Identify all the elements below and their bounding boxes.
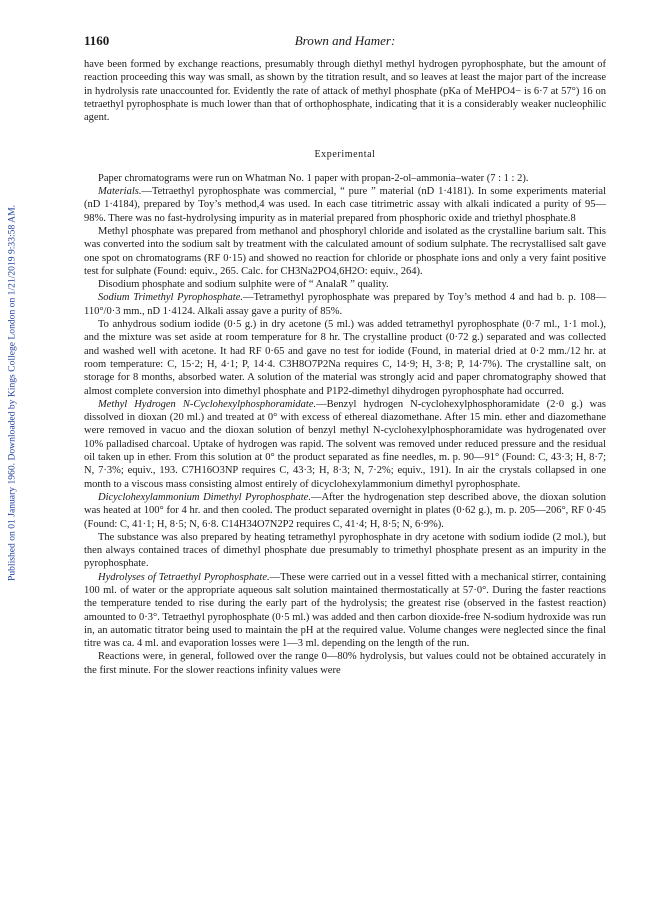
paragraph-text: Methyl phosphate was prepared from methanol and phosphoryl chloride and isolated as the crystalline barium salt. This was converted into the sodium salt by treatment with the calculated amount of sodium sulphate. The recrystallised salt gave one spot on chromatograms (RF 0·15) and showed no reaction for chloride or phosphate ions and only a very faint positive test for sulphate (Found: equiv., 265. Calc. for CH3Na2PO4,6H2O: equiv., 264). <box>84 225 606 277</box>
paragraph <box>84 491 606 531</box>
paragraph-text: —These were carried out in a vessel fitted with a mechanical stirrer, containing 100 ml. of water or the appropriate aqueous salt solution maintained thermostatically at 57·0°. During the faster reactions the temperature tended to rise during the early part of the hydrolysis; the greatest rise (observed in the fastest reaction) amounted to 0·3°. Tetraethyl pyrophosphate (0·5 ml.) was added and then carbon dioxide-free N-sodium hydroxide was run in, an automatic titrator being used to maintain the pH at the required value. Volume changes were neglected since the final titre was ca. 4 ml. and evaporation losses were 1—3 ml. depending on the length of the run. <box>84 571 606 650</box>
paragraph-heading: Sodium Trimethyl Pyrophosphate. <box>98 292 243 304</box>
paragraph <box>84 650 606 677</box>
paragraph <box>84 172 606 185</box>
paragraph-heading: Methyl Hydrogen N-Cyclohexylphosphoramidate. <box>98 398 317 410</box>
paragraph-text: To anhydrous sodium iodide (0·5 g.) in dry acetone (5 ml.) was added tetramethyl pyrophosphate (0·7 ml., 1·1 mol.), and the mixture was set aside at room temperature for 8 hr. The crystalline product (0·72 g.) separated and was collected and washed well with acetone. It had RF 0·65 and gave no test for iodide (Found, in material dried at 0·2 mm./12 hr. at room temperature: C, 15·2; H, 4·1; P, 14·4. C3H8O7P2Na requires C, 14·9; H, 3·8; P, 14·7%). The crystalline salt, on storage for 8 months, absorbed water. A solution of the material was strongly acid and paper chromatography showed that almost complete conversion into dimethyl phosphate and P1P2-dimethyl dihydrogen pyrophosphate had occurred. <box>84 319 606 397</box>
running-title: Brown and Hamer: <box>294 33 396 48</box>
paragraph <box>84 225 606 278</box>
paper-page <box>84 34 606 677</box>
intro-paragraph: have been formed by exchange reactions, presumably through diethyl methyl hydrogen pyrophosphate, but the amount of reaction proceeding this way was small, as shown by the titration result, and so leaves at least the major part of the increase in hydrolysis rate unaccounted for. Evidently the rate of attack of methyl phosphate (pKa of MeHPO4− is 6·7 at 57°) 16 on tetraethyl pyrophosphate is much lower than that of orthophosphate, indicating that it is a considerably weaker nucleophilic agent. <box>84 59 606 124</box>
paragraph-text: —After the hydrogenation step described above, the dioxan solution was heated at 100° for 4 hr. and then cooled. The product separated overnight in plates (0·62 g.), m. p. 205—206°, RF 0·45 (Found: C, 41·1; H, 8·5; N, 6·8. C14H34O7N2P2 requires C, 41·4; H, 8·5; N, 6·9%). <box>84 491 606 530</box>
paragraph-text: Disodium phosphate and sodium sulphite were of “ AnalaR ” quality. <box>98 279 389 291</box>
paragraph-text: —Benzyl hydrogen N-cyclohexylphosphoramidate (2·0 g.) was dissolved in dioxan (20 ml.) and treated at 0° with excess of ethereal diazomethane. After 15 min. ether and diazomethane were removed in vacuo and the dioxan solution of benzyl methyl N-cyclohexylphosphoramidate was hydrogenated over 10% palladised charcoal. Uptake of hydrogen was rapid. The solvent was removed under reduced pressure and the residual oil taken up in ether. From this solution at 0° the product separated as fine needles, m. p. 90—91° (Found: C, 43·3; H, 8·7; N, 7·3%; equiv., 193. C7H16O3NP requires C, 43·3; H, 8·3; N, 7·2%; equiv., 191). In air the crystals collapsed in one month to a viscous mass consisting almost entirely of dicyclohexylammonium dimethyl pyrophosphate. <box>84 398 606 490</box>
paragraph-text: Reactions were, in general, followed over the range 0—80% hydrolysis, but values could not be obtained accurately in the first minute. For the slower reactions infinity values were <box>84 651 606 676</box>
paragraph-text: —Tetraethyl pyrophosphate was commercial, “ pure ” material (nD 1·4181). In some experiments material (nD 1·4184), prepared by Toy’s method,4 was used. In each case titrimetric assay with alkali indicated a purity of 95—98%. There was no fast-hydrolysing impurity as in material prepared from phosphoric oxide and triethyl phosphate.8 <box>84 186 606 224</box>
paragraph <box>84 398 606 491</box>
section-title: Experimental <box>314 149 376 161</box>
paragraph-heading: Hydrolyses of Tetraethyl Pyrophosphate. <box>98 571 270 583</box>
paragraph-text: The substance was also prepared by heating tetramethyl pyrophosphate in dry acetone with sodium iodide (2 mol.), but then always contained traces of dimethyl phosphate due presumably to trimethyl phosphate present as an impurity in the pyrophosphate. <box>84 531 606 570</box>
paragraph <box>84 318 606 398</box>
paragraph <box>84 531 606 571</box>
download-notice <box>4 138 20 648</box>
paragraph-heading: Dicyclohexylammonium Dimethyl Pyrophosphate. <box>98 491 311 503</box>
paragraph-text: Paper chromatograms were run on Whatman No. 1 paper with propan-2-ol–ammonia–water (7 : 1 : 2). <box>98 172 529 184</box>
paragraph-text: —Tetramethyl pyrophosphate was prepared by Toy’s method 4 and had b. p. 108—110°/0·3 mm., nD 1·4124. Alkali assay gave a purity of 85%. <box>84 292 607 317</box>
paragraph <box>84 185 606 225</box>
paragraph <box>84 278 606 291</box>
download-notice-text: Published on 01 January 1960. Downloaded by Kings College London on 1/21/2019 9:33:58 AM. <box>6 204 18 582</box>
page-number: 1160 <box>84 33 110 48</box>
paragraph <box>84 291 606 318</box>
paragraph <box>84 571 606 651</box>
paragraph-heading: Materials. <box>98 186 142 198</box>
page-header <box>84 34 606 58</box>
